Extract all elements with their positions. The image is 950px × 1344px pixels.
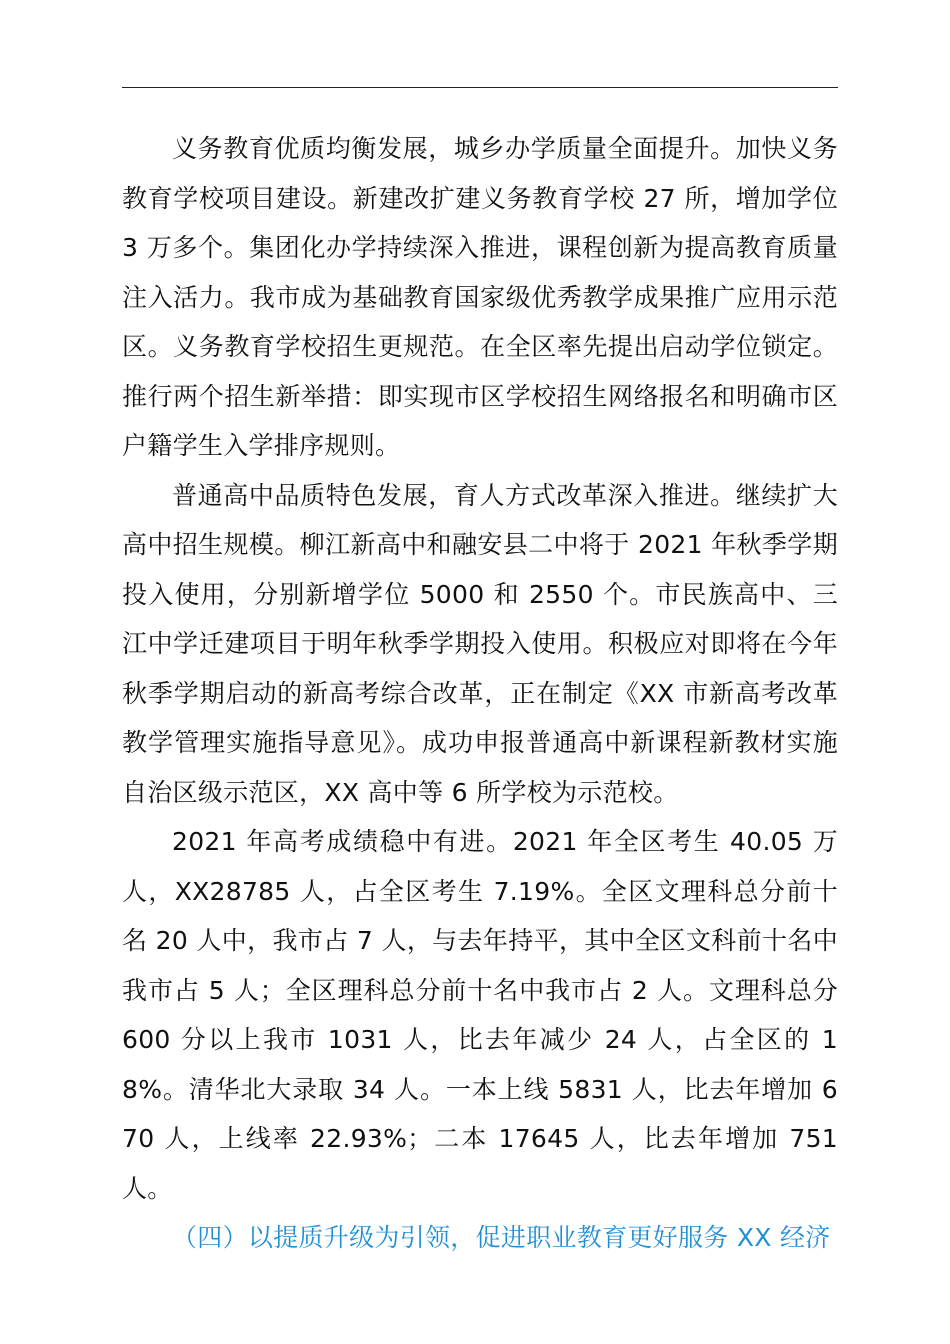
paragraph-high-school: 普通高中品质特色发展，育人方式改革深入推进。继续扩大高中招生规模。柳江新高中和融安县二中将于 2021 年秋季学期投入使用，分别新增学位 5000 和 2550 个。市民族高中、三江中学迁建项目于明年秋季学期投入使用。积极应对即将在今年秋季学期启动的新高考综合改革，正在制定《XX 市新高考改革教学管理实施指导意见》。成功申报普通高中新课程新教材实施自治区级示范区，XX 高中等 6 所学校为示范校。	[122, 480, 838, 807]
paragraph-exam-results: 2021 年高考成绩稳中有进。2021 年全区考生 40.05 万人，XX28785 人，占全区考生 7.19%。全区文理科总分前十名 20 人中，我市占 7 人，与去年持平，其中全区文科前十名中我市占 5 人；全区理科总分前十名中我市占 2 人。文理科总分 600 分以上我市 1031 人，比去年减少 24 人，占全区的 18%。清华北大录取 34 人。一本上线 5831 人，比去年增加 670 人，上线率 22.93%；二本 17645 人，比去年增加 751 人。	[122, 827, 838, 1203]
header-rule	[122, 87, 838, 88]
paragraph-compulsory-education: 义务教育优质均衡发展，城乡办学质量全面提升。加快义务教育学校项目建设。新建改扩建义务教育学校 27 所，增加学位 3 万多个。集团化办学持续深入推进，课程创新为提高教育质量注入活力。我市成为基础教育国家级优秀教学成果推广应用示范区。义务教育学校招生更规范。在全区率先提出启动学位锁定。推行两个招生新举措：即实现市区学校招生网络报名和明确市区户籍学生入学排序规则。	[122, 134, 838, 460]
document-body	[122, 124, 838, 1263]
section-heading: （四）以提质升级为引领，促进职业教育更好服务 XX 经济	[172, 1223, 831, 1252]
